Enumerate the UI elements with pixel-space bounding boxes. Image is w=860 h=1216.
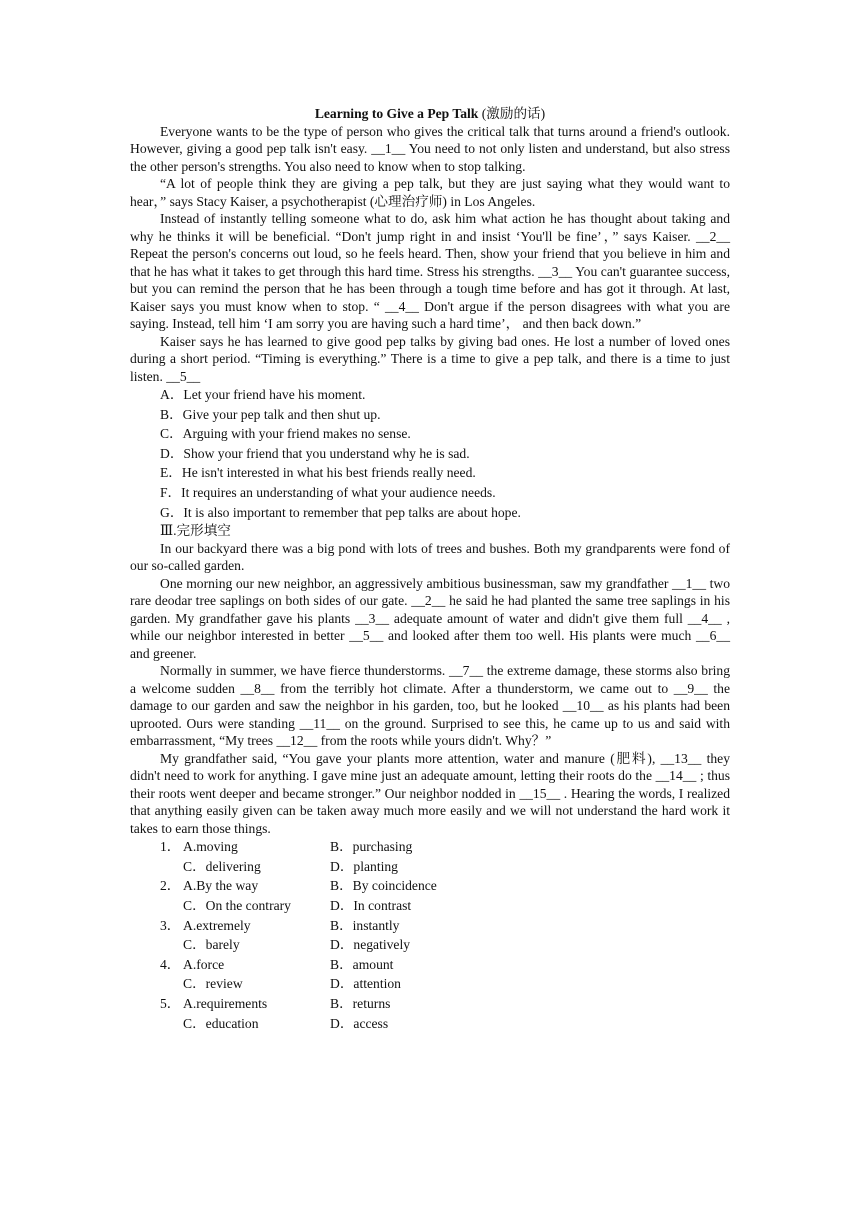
passage1-paragraph: Kaiser says he has learned to give good pep talks by giving bad ones. He lost a number of loved ones during a short period. “Timing is everything.” There is a time to give a pep talk, and there is a time to just listen. __5__ (130, 333, 730, 384)
passage1-paragraph: “A lot of people think they are giving a pep talk, but they are just saying what they would want to hear，” says Stacy Kaiser, a psychotherapist (心理治疗师) in Los Angeles. (130, 176, 730, 209)
option-b: B．Give your pep talk and then shut up. (160, 406, 381, 422)
option-g: G．It is also important to remember that pep talks are about hope. (160, 504, 521, 520)
choice-d: D．planting (330, 858, 398, 874)
choice-c: C．education (183, 1015, 259, 1031)
passage1-paragraph: Everyone wants to be the type of person who gives the critical talk that turns around a friend's outlook. However, giving a good pep talk isn't easy. __1__ You need to not only listen and understand, but also stress the other person's strengths. You also need to know when to stop talking. (130, 123, 730, 174)
choice-d: D．attention (330, 976, 401, 992)
choice-b: B．amount (330, 956, 394, 972)
option-c: C．Arguing with your friend makes no sense. (160, 426, 411, 442)
option-f: F．It requires an understanding of what your audience needs. (160, 484, 496, 500)
question-number: 3． (160, 917, 181, 933)
choice-a: A.force (183, 956, 225, 972)
question-item (130, 994, 730, 1033)
choice-c: C．barely (183, 937, 240, 953)
option-e: E．He isn't interested in what his best friends really need. (160, 465, 476, 481)
choice-a: A.moving (183, 839, 238, 855)
choice-b: B．By coincidence (330, 878, 437, 894)
question-number: 2． (160, 878, 181, 894)
choice-c: C．delivering (183, 858, 261, 874)
question-item (130, 916, 730, 955)
choice-b: B．returns (330, 995, 391, 1011)
choice-b: B．instantly (330, 917, 400, 933)
choice-a: A.extremely (183, 917, 251, 933)
section-heading: Ⅲ.完形填空 (160, 523, 231, 539)
choice-d: D．In contrast (330, 897, 412, 913)
question-item (130, 837, 730, 876)
question-item (130, 955, 730, 994)
choice-c: C．review (183, 976, 243, 992)
passage1-paragraph: Instead of instantly telling someone what to do, ask him what action he has thought about taking and why he thinks it will be beneficial. “Don't jump right in and insist ‘You'll be fine’，” says Kaiser. __2__ Repeat the person's concerns out loud, so he feels heard. Then, show your friend that you believe in him and that he has what it takes to get through this hard time. Stress his strengths. __3__ You can't guarantee success, but you can remind the person that he has been through a tough time before and has got it through. At last, Kaiser says you must know when to stop. “ __4__ Don't argue if the person disagrees with what you are saying. Instead, tell him ‘I am sorry you are having such a hard time’， and then back down.” (130, 211, 730, 331)
option-d: D．Show your friend that you understand why he is sad. (160, 445, 470, 461)
cloze-paragraph: One morning our new neighbor, an aggressively ambitious businessman, saw my grandfather __1__ two rare deodar tree saplings on both sides of our gate. __2__ he said he had planted the same tree saplings in his garden. My grandfather gave his plants __3__ adequate amount of water and didn't give them full __4__ , while our neighbor interested in better __5__ and looked after them too well. His plants were much __6__ and greener. (130, 575, 730, 661)
choice-a: A.By the way (183, 878, 259, 894)
question-item (130, 876, 730, 915)
choice-c: C．On the contrary (183, 897, 291, 913)
choice-b: B．purchasing (330, 839, 413, 855)
cloze-paragraph: In our backyard there was a big pond with lots of trees and bushes. Both my grandparents were fond of our so-called garden. (130, 540, 730, 574)
cloze-paragraph: My grandfather said, “You gave your plants more attention, water and manure (肥料), __13__ they didn't need to work for anything. I gave mine just an adequate amount, letting their roots do the __14__ ; thus their roots went deeper and became stronger.” Our neighbor nodded in __15__ . Hearing the words, I realized that anything easily given can be taken away much more easily and we will not understand the hard work it takes to earn those things. (130, 750, 730, 836)
cloze-paragraph: Normally in summer, we have fierce thunderstorms. __7__ the extreme damage, these storms also bring a welcome sudden __8__ from the terribly hot climate. After a thunderstorm, we came out to __9__ the damage to our garden and saw the neighbor in his garden, too, but he looked __10__ as his plants had been uprooted. Ours were standing __11__ on the ground. Surprised to see this, he came up to us and said with embarrassment, “My trees __12__ from the roots while yours didn't. Why？” (130, 663, 730, 749)
passage-title-en: Learning to Give a Pep Talk (314, 106, 479, 121)
choice-a: A.requirements (183, 995, 268, 1011)
question-list (130, 837, 730, 1033)
question-number: 4． (160, 956, 181, 972)
question-number: 5． (160, 995, 181, 1011)
question-number: 1． (160, 839, 181, 855)
passage-title (130, 105, 730, 123)
passage-title-cn: (激励的话) (478, 106, 546, 121)
document-page (130, 105, 730, 1033)
choice-d: D．access (330, 1015, 389, 1031)
option-a: A．Let your friend have his moment. (160, 387, 366, 402)
choice-d: D．negatively (330, 937, 411, 953)
